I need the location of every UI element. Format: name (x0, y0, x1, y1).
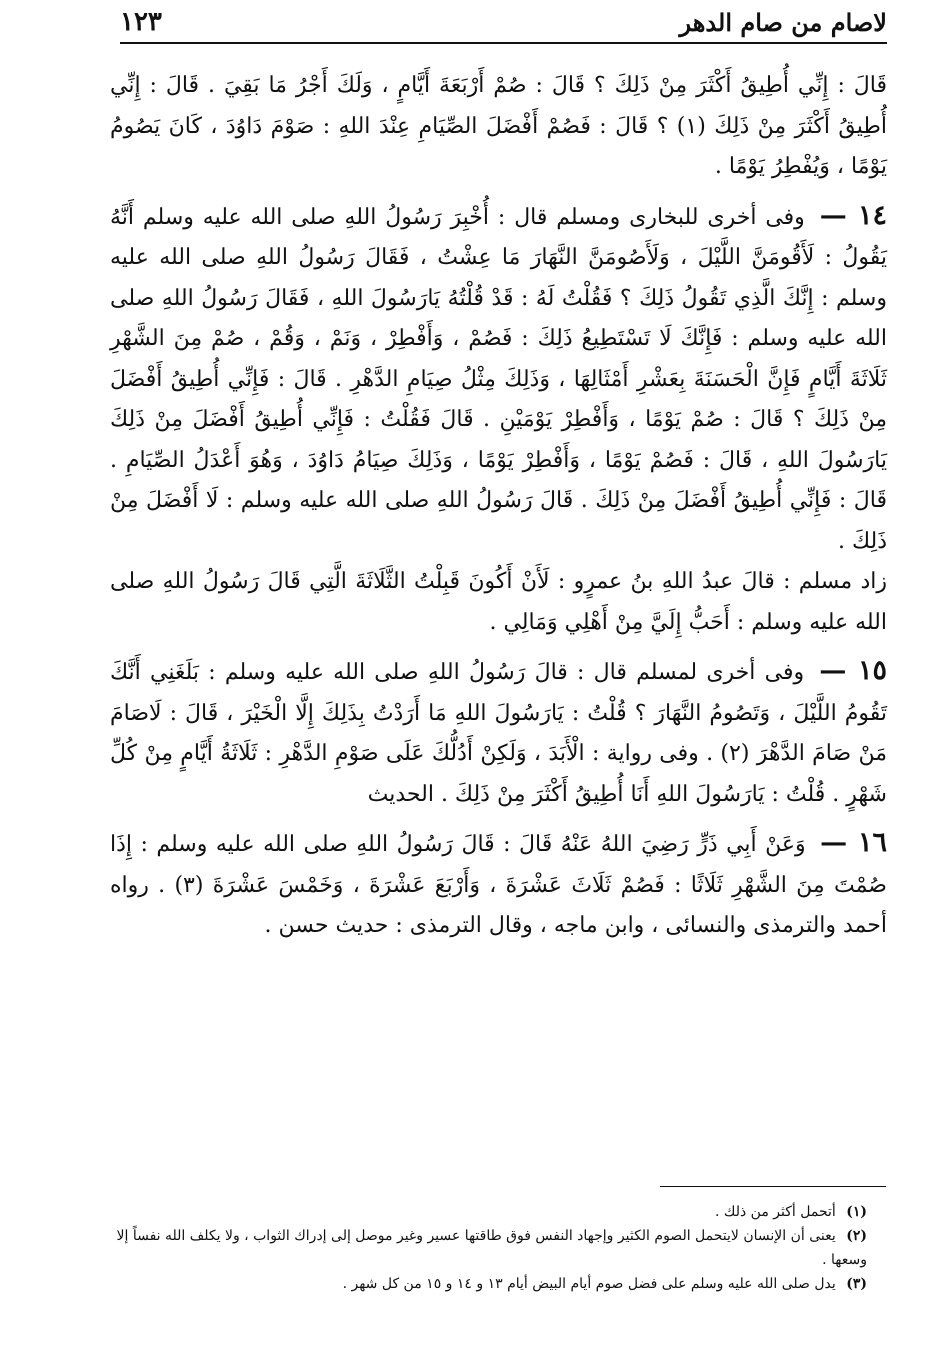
footnote-text: يعنى أن الإنسان لايتحمل الصوم الكثير وإجهاد النفس فوق طاقتها عسير وغير موصل إلى إدراك الثواب ، ولا يكلف الله نفساً إلا وسعها . (116, 1228, 867, 1268)
footnote-marker: (١) (846, 1204, 867, 1220)
footnote (110, 1272, 867, 1296)
hadith-number: ١٤ — (819, 199, 888, 231)
footnote (110, 1200, 867, 1224)
chapter-title: لاصام من صام الدهر (679, 7, 887, 37)
footnote-marker: (٢) (846, 1228, 867, 1244)
paragraph-text: وفى أخرى لمسلم قال : قالَ رَسُولُ اللهِ صلى الله عليه وسلم : بَلَغَنِي أَنَّكَ تَقُومُ اللَّيْلَ ، وَتَصُومُ النَّهَارَ ؟ قُلْتُ : يَارَسُولَ اللهِ مَا أَرَدْتُ بِذَلِكَ إِلَّا الْخَيْرَ ، قَالَ : لَاصَامَ مَنْ صَامَ الدَّهْرَ (٢) . وفى رواية : الْأَبَدَ ، وَلَكِنْ أَدُلُّكَ عَلَى صَوْمِ الدَّهْرِ : ثَلَاثَةُ أَيَّامٍ مِنْ كُلِّ شَهْرٍ . قُلْتُ : يَارَسُولَ اللهِ أَنَا أُطِيقُ أَكْثَرَ مِنْ ذَلِكَ . الحديث (110, 660, 888, 807)
paragraph-text: زاد مسلم : قالَ عبدُ اللهِ بنُ عمرٍو : لَأَنْ أَكُونَ قَبِلْتُ الثَّلَاثَةَ الَّتِي قَالَ رَسُولُ اللهِ صلى الله عليه وسلم : أَحَبُّ إِلَيَّ مِنْ أَهْلِي وَمَالِي . (110, 569, 887, 635)
hadith-16 (110, 823, 887, 947)
hadith-number: ١٦ — (820, 827, 887, 858)
footnotes (110, 1200, 867, 1296)
paragraph-text: قَالَ : إِنِّي أُطِيقُ أَكْثَرَ مِنْ ذَلِكَ ؟ قَالَ : صُمْ أَرْبَعَةَ أَيَّامٍ ، وَلَكَ أَجْرُ مَا بَقِيَ . قَالَ : إِنِّي أُطِيقُ أَكْثَرَ مِنْ ذَلِكَ (١) ؟ قَالَ : فَصُمْ أَفْضَلَ الصِّيَامِ عِنْدَ اللهِ : صَوْمَ دَاوُدَ ، كَانَ يَصُومُ يَوْمًا ، وَيُفْطِرُ يَوْمًا . (110, 73, 887, 179)
page-header (120, 2, 887, 44)
muslim-addition (110, 562, 887, 643)
paragraph-continuation (110, 66, 887, 188)
footnote-divider (660, 1186, 886, 1187)
paragraph-text: وَعَنْ أَبِي ذَرٍّ رَضِيَ اللهُ عَنْهُ قَالَ : قَالَ رَسُولُ اللهِ صلى الله عليه وسلم : إِذَا صُمْتَ مِنَ الشَّهْرِ ثَلَاثًا : فَصُمْ ثَلَاثَ عَشْرَةَ ، وَأَرْبَعَ عَشْرَةَ ، وَخَمْسَ عَشْرَةَ (٣) . رواه أحمد والترمذى والنسائى ، وابن ماجه ، وقال الترمذى : حديث حسن . (110, 832, 887, 938)
page-number: ١٢٣ (120, 7, 162, 37)
footnote-text: يدل صلى الله عليه وسلم على فضل صوم أيام البيض أيام ١٣ و ١٤ و ١٥ من كل شهر . (342, 1276, 836, 1292)
footnote-text: أتحمل أكثر من ذلك . (715, 1204, 836, 1220)
hadith-14 (110, 196, 887, 563)
hadith-number: ١٥ — (819, 655, 887, 686)
hadith-15 (110, 651, 887, 815)
footnote-marker: (٣) (846, 1276, 867, 1292)
page-body (110, 66, 887, 947)
footnote (110, 1224, 867, 1272)
paragraph-text: وفى أخرى للبخارى ومسلم قال : أُخْبِرَ رَسُولُ اللهِ صلى الله عليه وسلم أَنَّهُ يَقُولُ : لَأَقُومَنَّ اللَّيْلَ ، وَلَأَصُومَنَّ النَّهَارَ مَا عِشْتُ ، فَقَالَ رَسُولُ اللهِ صلى الله عليه وسلم : إِنَّكَ الَّذِي تَقُولُ ذَلِكَ ؟ فَقُلْتُ لَهُ : قَدْ قُلْتُهُ يَارَسُولَ اللهِ ، فَقَالَ رَسُولُ اللهِ صلى الله عليه وسلم : فَإِنَّكَ لَا تَسْتَطِيعُ ذَلِكَ : فَصُمْ ، وَأَفْطِرْ ، وَنَمْ ، وَقُمْ ، صُمْ مِنَ الشَّهْرِ ثَلَاثَةَ أَيَّامٍ فَإِنَّ الْحَسَنَةَ بِعَشْرِ أَمْثَالِهَا ، وَذَلِكَ مِثْلُ صِيَامِ الدَّهْرِ . قَالَ : فَإِنِّي أُطِيقُ أَفْضَلَ مِنْ ذَلِكَ ؟ قَالَ : صُمْ يَوْمًا ، وَأَفْطِرْ يَوْمَيْنِ . قَالَ فَقُلْتُ : فَإِنِّي أُطِيقُ أَفْضَلَ مِنْ ذَلِكَ يَارَسُولَ اللهِ ، قَالَ : فَصُمْ يَوْمًا ، وَأَفْطِرْ يَوْمًا ، وَذَلِكَ صِيَامُ دَاوُدَ ، وَهُوَ أَعْدَلُ الصِّيَامِ . قَالَ : فَإِنِّي أُطِيقُ أَفْضَلَ مِنْ ذَلِكَ . قَالَ رَسُولُ اللهِ صلى الله عليه وسلم : لَا أَفْضَلَ مِنْ ذَلِكَ . (110, 204, 887, 554)
